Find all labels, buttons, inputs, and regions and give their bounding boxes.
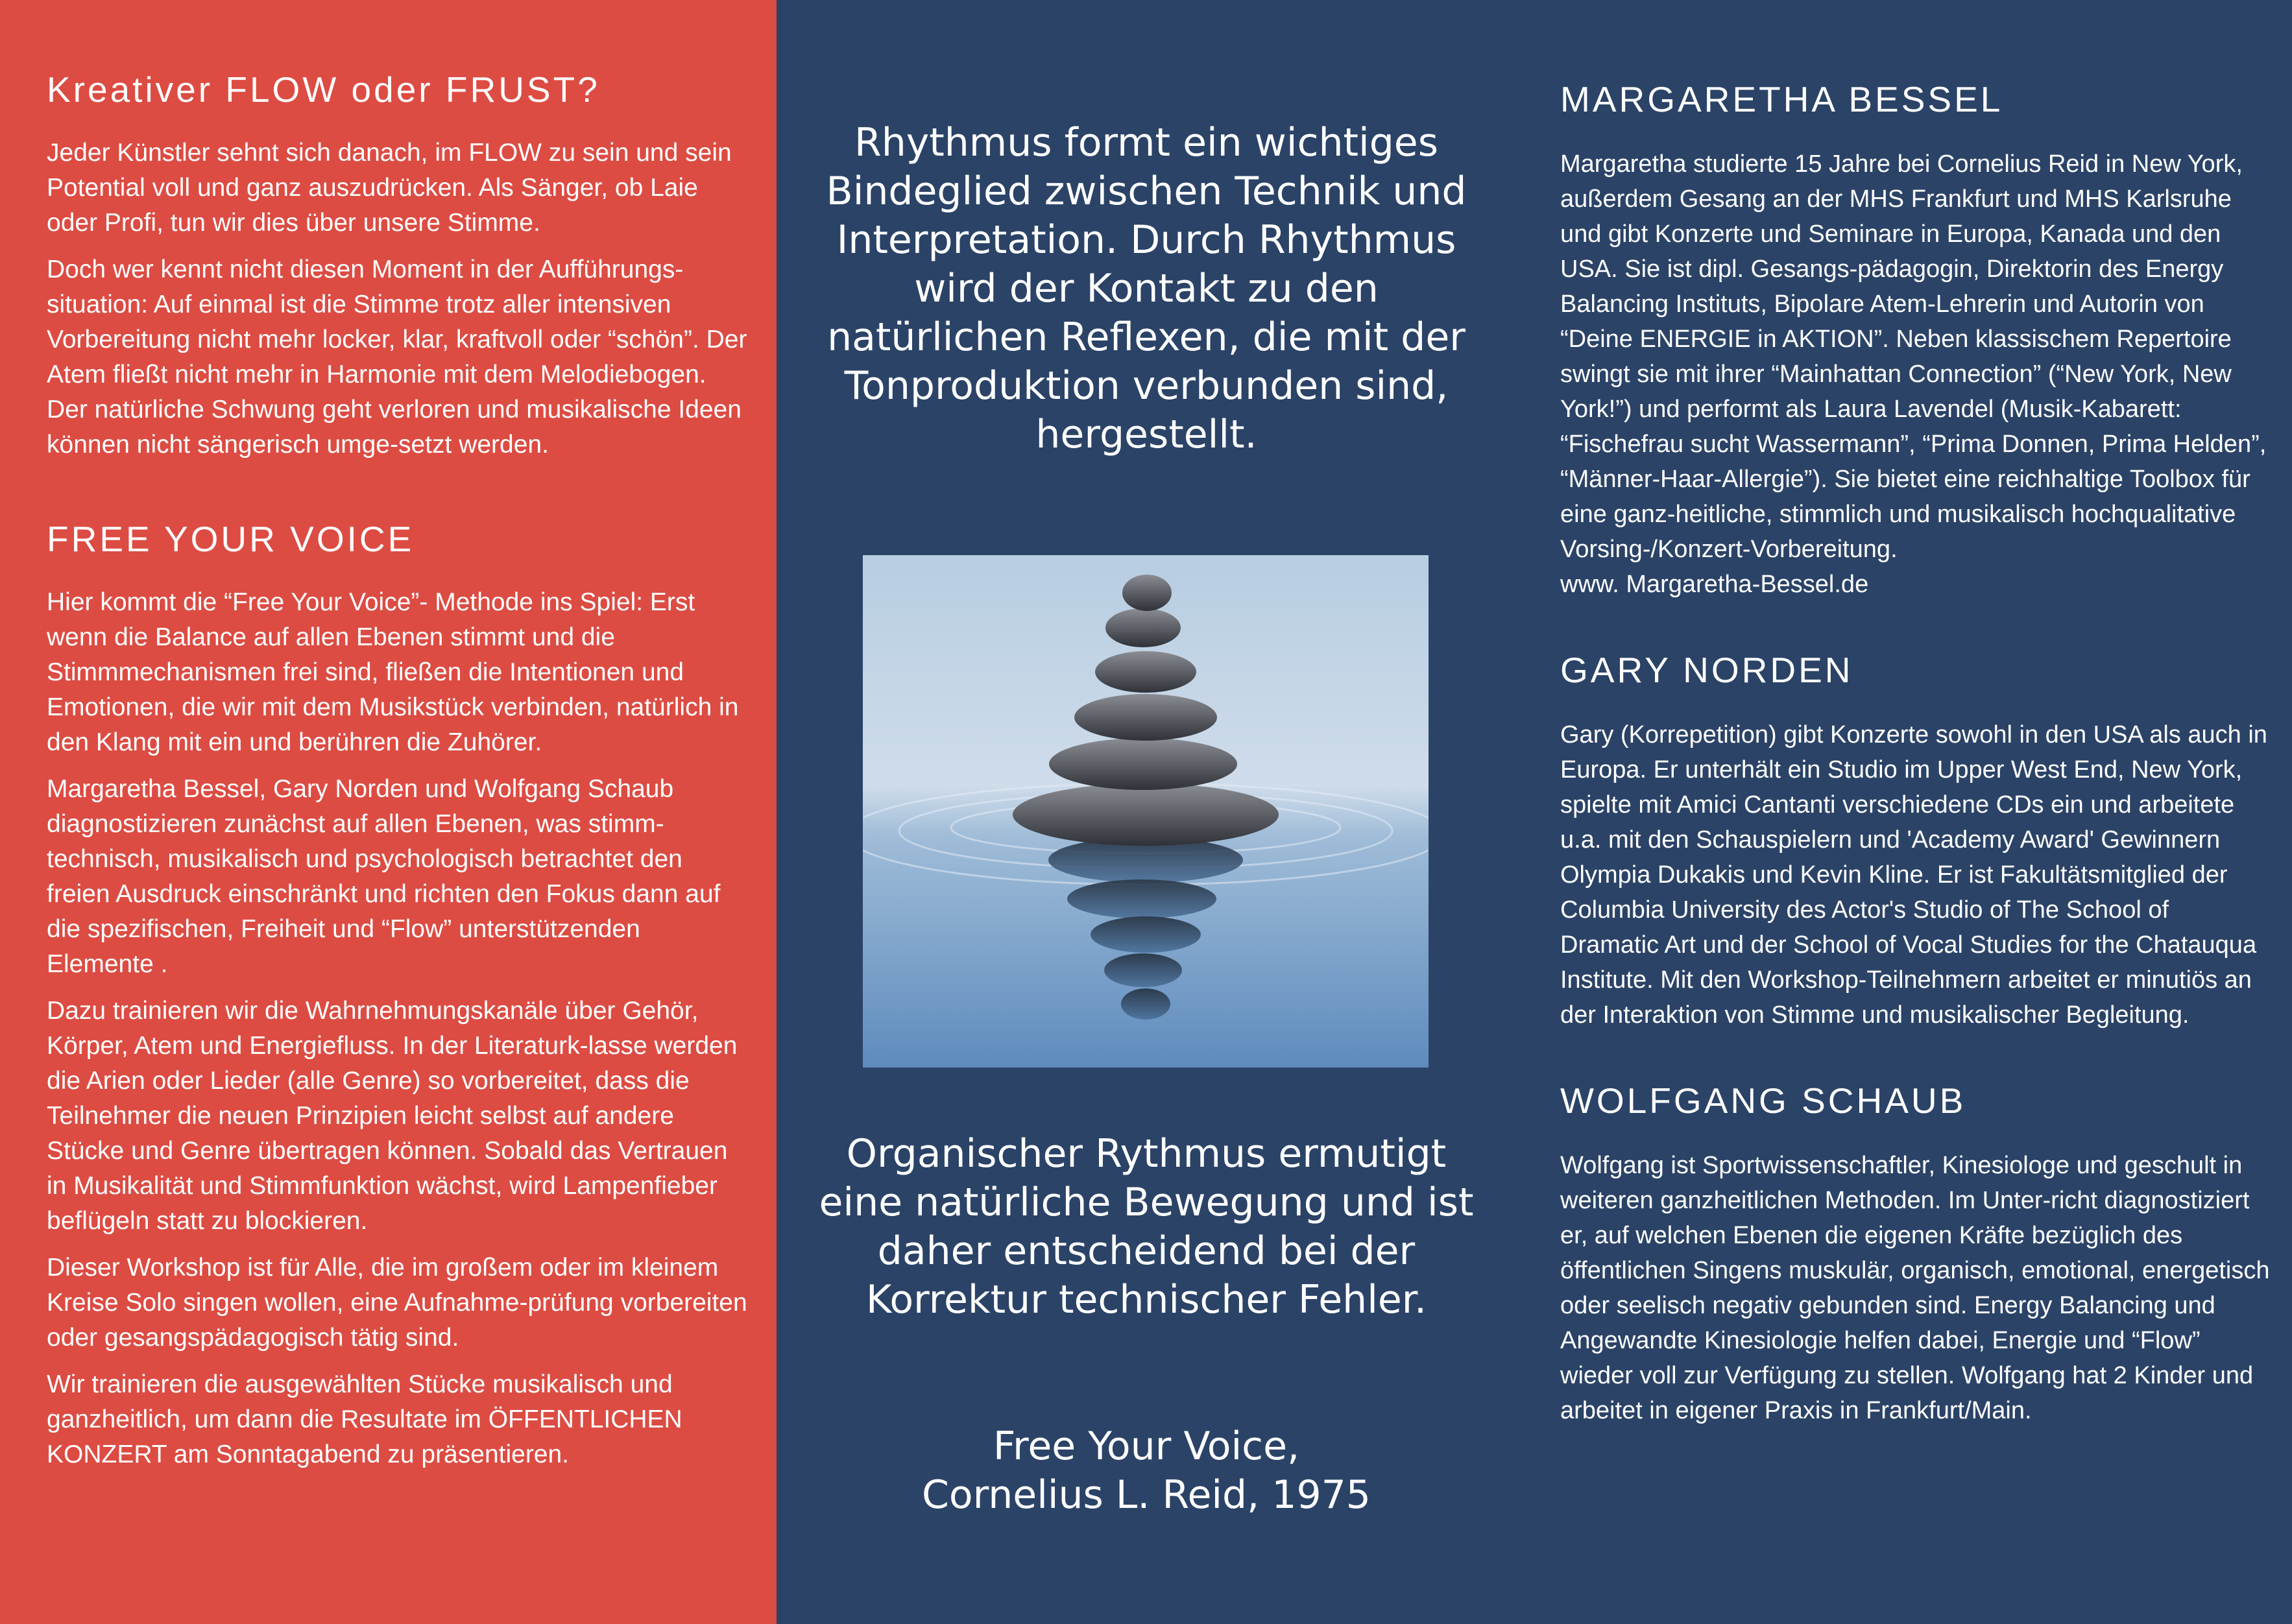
bio-name: MARGARETHA BESSEL: [1560, 79, 2003, 119]
quote-source-title: Free Your Voice,: [993, 1424, 1300, 1469]
stacked-stones-photo: [863, 555, 1429, 1068]
method-paragraph-2: Margaretha Bessel, Gary Norden und Wolfgang Schaub diagnostizieren zunächst auf allen Ebenen, was stimm-technisch, musikalisch und psychologisch betrachtet den freien Ausdruck einschränkt und richten den Fokus dann auf die spezifischen, Freiheit und “Flow” unterstützenden Elemente .: [47, 775, 721, 978]
quote-source: [815, 1422, 1477, 1520]
flow-heading: Kreativer FLOW oder FRUST?: [47, 69, 600, 110]
bio-text: Gary (Korrepetition) gibt Konzerte sowohl in den USA als auch in Europa. Er unterhält ein Studio im Upper West End, New York, spielte mit Amici Cantanti verschiedene CDs ein und arbeitete u.a. mit den Schauspielern und 'Academy Award' Gewinnern Olympia Dukakis und Kevin Kline. Er ist Fakultätsmitglied der Columbia University des Actor's Studio of The School of Dramatic Art und der School of Vocal Studies for the Chatauqua Institute. Mit den Workshop-Teilnehmern arbeitet er minutiös an der Interaktion von Stimme und musikalischer Begleitung.: [1560, 721, 2267, 1029]
bio-text: Wolfgang ist Sportwissenschaftler, Kinesiologe und geschult in weiteren ganzheitlichen Methoden. Im Unter-richt diagnostiziert er, auf welchen Ebenen die eigenen Kräfte bezüglich des öffentlichen Singens muskulär, organisch, emotional, energetisch oder seelisch negativ gebunden sind. Energy Balancing und Angewandte Kinesiologie helfen dabei, Energie und “Flow” wieder voll zur Verfügung zu stellen. Wolfgang hat 2 Kinder und arbeitet in eigener Praxis in Frankfurt/Main.: [1560, 1152, 2270, 1424]
bio-gary-norden: [1560, 649, 2274, 1033]
left-panel: [0, 0, 777, 1624]
method-paragraph-4: Dieser Workshop ist für Alle, die im großem oder im kleinem Kreise Solo singen wollen, eine Aufnahme-prüfung vorbereiten oder gesangspädagogisch tätig sind.: [47, 1254, 747, 1352]
reid-quote-top: Rhythmus formt ein wichtiges Bindeglied zwischen Technik und Interpretation. Durch Rhythmus wird der Kontakt zu den natürlichen Reflexen, die mit der Tonproduktion verbunden sind, hergestellt.: [826, 120, 1467, 457]
bio-margaretha-bessel: [1560, 78, 2274, 602]
intro-paragraph-1: Jeder Künstler sehnt sich danach, im FLOW zu sein und sein Potential voll und ganz auszudrücken. Als Sänger, ob Laie oder Profi, tun wir dies über unsere Stimme.: [47, 139, 732, 237]
method-paragraph-5: Wir trainieren die ausgewählten Stücke musikalisch und ganzheitlich, um dann die Resultate im ÖFFENTLICHEN KONZERT am Sonntagabend zu präsentieren.: [47, 1370, 682, 1468]
bio-text: Margaretha studierte 15 Jahre bei Cornelius Reid in New York, außerdem Gesang an der MHS Frankfurt und MHS Karlsruhe und gibt Konzerte und Seminare in Europa, Kanada und den USA. Sie ist dipl. Gesangs-pädagogin, Direktorin des Energy Balancing Instituts, Bipolare Atem-Lehrerin und Autorin von “Deine ENERGIE in AKTION”. Neben klassischem Repertoire swingt sie mit ihrer “Mainhattan Connection” (“New York, New York!”) und performt als Laura Lavendel (Musik-Kabarett: “Fischefrau sucht Wassermann”, “Prima Donnen, Prima Helden”, “Männer-Haar-Allergie”). Sie bietet eine reichhaltige Toolbox für eine ganz-heitliche, stimmlich und musikalisch hochqualitative Vorsing-/Konzert-Vorbereitung.: [1560, 150, 2267, 563]
method-paragraph-1: Hier kommt die “Free Your Voice”- Methode ins Spiel: Erst wenn die Balance auf allen Ebenen stimmt und die Stimmmechanismen frei sind, fließen die Intentionen und Emotionen, die wir mit dem Musikstück verbinden, natürlich in den Klang mit ein und berühren die Zuhörer.: [47, 588, 739, 756]
bio-name: WOLFGANG SCHAUB: [1560, 1081, 1966, 1121]
intro-paragraph-2: Doch wer kennt nicht diesen Moment in der Aufführungs-situation: Auf einmal ist die Stimme trotz aller intensiven Vorbereitung nicht mehr locker, klar, kraftvoll oder “schön”. Der Atem fließt nicht mehr in Harmonie mit dem Melodiebogen. Der natürliche Schwung geht verloren und musikalische Ideen können nicht sängerisch umge-setzt werden.: [47, 256, 747, 459]
free-your-voice-heading: FREE YOUR VOICE: [47, 519, 415, 559]
reid-quote-bottom: Organischer Rythmus ermutigt eine natürliche Bewegung und ist daher entscheidend bei der Korrektur technischer Fehler.: [819, 1131, 1474, 1322]
bio-name: GARY NORDEN: [1560, 650, 1853, 690]
method-paragraph-3: Dazu trainieren wir die Wahrnehmungskanäle über Gehör, Körper, Atem und Energiefluss. In der Literaturk-lasse werden die Arien oder Lieder (alle Genre) so vorbereitet, dass die Teilnehmer die neuen Prinzipien leicht selbst auf andere Stücke und Genre übertragen können. Sobald das Vertrauen in Musikalität und Stimmfunktion wächst, wird Lampenfieber beflügeln statt zu blockieren.: [47, 997, 738, 1235]
quote-source-author: Cornelius L. Reid, 1975: [922, 1472, 1371, 1518]
bio-column: [1560, 78, 2274, 1475]
bio-wolfgang-schaub: [1560, 1079, 2274, 1428]
website-link[interactable]: www. Margaretha-Bessel.de: [1560, 571, 1869, 598]
